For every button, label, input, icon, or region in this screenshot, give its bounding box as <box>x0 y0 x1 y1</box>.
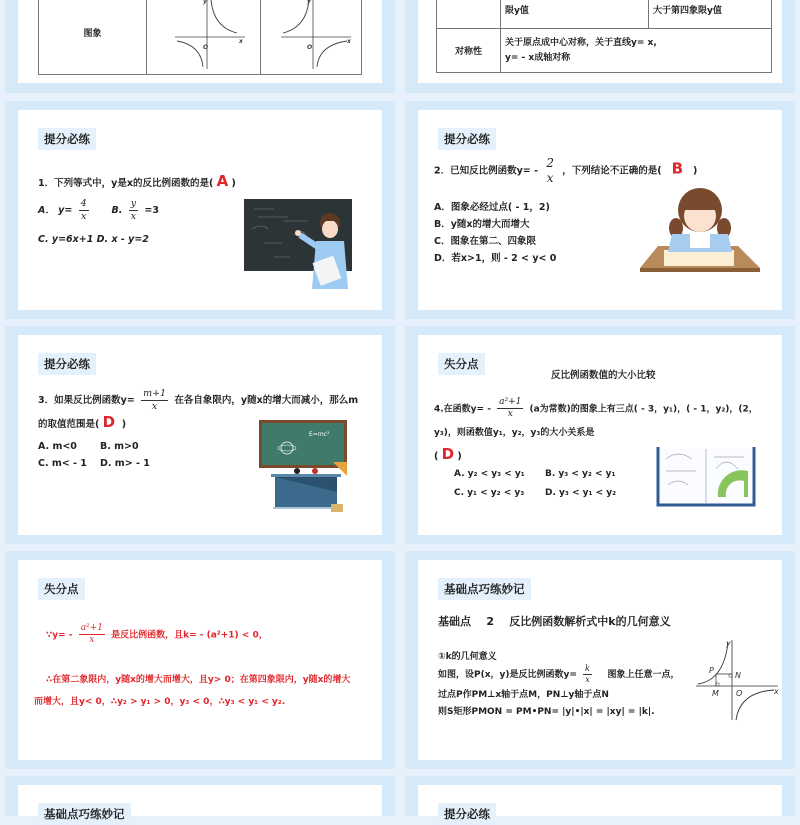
option-c: C. y₁ < y₂ < y₃ <box>454 488 525 498</box>
solution-line-1: ∵y= - $\frac{\text{a²+1}}{x}$ 是反比例函数，且k= - (a²+1) < 0， <box>46 623 268 646</box>
answer-badge: B <box>671 159 683 178</box>
slide-3-question-1[interactable] <box>5 101 395 319</box>
classroom-illustration <box>253 420 353 520</box>
explanation-line-1: 如图，设P(x，y)是反比例函数y= $\frac{k}{x}$ 图象上任意一点， <box>438 664 680 684</box>
question-3-text: 3．如果反比例函数y= $\frac{m+1}{x}$ 在各自象限内，y随x的增大而减小，那么m <box>38 388 359 412</box>
fraction-4-over-x: $\frac{4}{x}$ <box>80 198 87 222</box>
option-c: C. m< - 1 <box>38 458 87 469</box>
svg-text:N: N <box>735 671 741 680</box>
graph-k-negative <box>261 0 362 75</box>
option-b: B. m>0 <box>100 441 139 452</box>
section-tag: 基础点巧练妙记 <box>438 578 531 600</box>
slide-5-question-3[interactable] <box>5 326 395 544</box>
fraction-m-plus-1-over-x: $\frac{m+1}{x}$ <box>143 388 167 412</box>
options-grid <box>38 441 170 469</box>
option-d: D．若x>1，则 - 2 < y< 0 <box>434 253 557 264</box>
teacher-blackboard-illustration <box>244 199 364 289</box>
properties-table <box>38 0 362 75</box>
svg-text:O: O <box>736 689 743 698</box>
symmetry-label: 对称性 <box>437 29 501 73</box>
svg-text:y: y <box>726 639 731 648</box>
slide-10-preview[interactable] <box>405 776 795 821</box>
options-list <box>434 199 556 267</box>
section-tag: 提分必练 <box>438 128 496 150</box>
symmetry-description: 关于原点成中心对称，关于直线y= x, y= - x成轴对称 <box>501 29 772 73</box>
hyperbola-rectangle-icon <box>692 636 782 722</box>
explanation-line-3: 则S矩形PMON = PM•PN= |y|•|x| = |xy| = |k|. <box>438 707 655 717</box>
question-4-answer: ( D ) <box>434 445 462 463</box>
option-d: D. y₃ < y₁ < y₂ <box>545 488 617 498</box>
hyperbola-quadrants-2-4-icon <box>261 0 361 71</box>
option-c: C．图象在第二、四象限 <box>434 236 536 247</box>
svg-text:O: O <box>203 44 209 51</box>
fraction-y-over-x: $\frac{y}{x}$ <box>130 198 137 222</box>
cell-limit-y: 限y值 <box>501 0 649 29</box>
hyperbola-pmon-graph <box>692 636 782 722</box>
slide-7-solution[interactable] <box>5 551 395 769</box>
section-subtitle: 反比例函数值的大小比较 <box>551 370 656 381</box>
options-grid <box>454 469 625 498</box>
cell-greater-fourth-quadrant: 大于第四象限y值 <box>649 0 772 29</box>
question-4-text: 4.在函数y= - $\frac{\text{a²+1}}{x}$ (a为常数)的图象上有三点( - 3，y₁)，( - 1，y₂)，(2， <box>434 397 758 420</box>
options-cd: C. y=6x+1 D. x - y=2 <box>38 234 149 245</box>
option-a: A．图象必经过点( - 1，2) <box>434 202 550 213</box>
svg-text:P: P <box>709 666 714 675</box>
hyperbola-quadrants-1-3-icon <box>147 0 260 71</box>
section-heading: 基础点 2 反比例函数解析式中k的几何意义 <box>438 615 671 628</box>
options-ab: A． y= $\frac{4}{x}$ B. $\frac{y}{x}$ =3 <box>38 198 159 222</box>
section-tag: 提分必练 <box>38 128 96 150</box>
answer-badge: A <box>216 172 229 190</box>
svg-text:O: O <box>307 44 313 51</box>
question-2-text: 2．已知反比例函数y= - 2 x ，下列结论不正确的是( B ) <box>434 156 698 185</box>
properties-table-right <box>436 0 772 73</box>
girl-writing-illustration <box>636 188 764 288</box>
option-b: B. y₃ < y₂ < y₁ <box>545 469 616 479</box>
fraction-2-over-x: 2 x <box>546 156 554 185</box>
explanation-line-2: 过点P作PM⊥x轴于点M，PN⊥y轴于点N <box>438 690 609 700</box>
option-a: A. m<0 <box>38 441 77 452</box>
slide-6-question-4[interactable] <box>405 326 795 544</box>
option-a: A. y₂ < y₃ < y₁ <box>454 469 525 479</box>
solution-line-3: 而增大，且y< 0，∴y₂ > y₁ > 0，y₃ < 0，∴y₃ < y₁ < y₂. <box>34 697 286 707</box>
option-b: B．y随x的增大而增大 <box>434 219 530 230</box>
solution-line-2: ∴在第二象限内，y随x的增大而增大，且y> 0；在第四象限内，y随x的增大 <box>46 675 351 685</box>
fraction-a2-plus-1-over-x: $\frac{\text{a²+1}}{x}$ <box>499 397 522 420</box>
slide-2-symmetry-table[interactable] <box>405 0 795 93</box>
math-book-illustration <box>656 445 756 509</box>
answer-badge: D <box>441 445 455 463</box>
section-tag: 提分必练 <box>38 353 96 375</box>
svg-text:x: x <box>239 38 243 45</box>
svg-text:M: M <box>712 689 719 698</box>
svg-text:x: x <box>774 687 779 696</box>
section-tag: 提分必练 <box>438 803 496 825</box>
option-d: D. m> - 1 <box>100 458 150 469</box>
slide-1-graph-table[interactable] <box>5 0 395 93</box>
fraction-k-over-x: $\frac{k}{x}$ <box>585 664 590 684</box>
svg-text:E=mc²: E=mc² <box>309 431 330 438</box>
section-tag: 失分点 <box>438 353 485 375</box>
question-4-line2: y₃)，则函数值y₁，y₂，y₃的大小关系是 <box>434 428 595 438</box>
section-tag: 基础点巧练妙记 <box>38 803 131 825</box>
answer-badge: D <box>102 413 116 431</box>
slide-4-question-2[interactable] <box>405 101 795 319</box>
question-3-line2: 的取值范围是( D ) <box>38 413 127 431</box>
section-tag: 失分点 <box>38 578 85 600</box>
svg-text:y: y <box>307 0 311 5</box>
svg-text:y: y <box>203 0 207 5</box>
slide-9-preview[interactable] <box>5 776 395 821</box>
point-title: ①k的几何意义 <box>438 652 497 662</box>
slide-8-k-geometric-meaning[interactable] <box>405 551 795 769</box>
row-label-graph: 图象 <box>39 0 147 75</box>
fraction-a2-plus-1-over-x: $\frac{\text{a²+1}}{x}$ <box>80 623 103 646</box>
svg-text:x: x <box>347 38 351 45</box>
question-1-text: 1．下列等式中，y是x的反比例函数的是( A ) <box>38 172 236 190</box>
graph-k-positive <box>147 0 261 75</box>
